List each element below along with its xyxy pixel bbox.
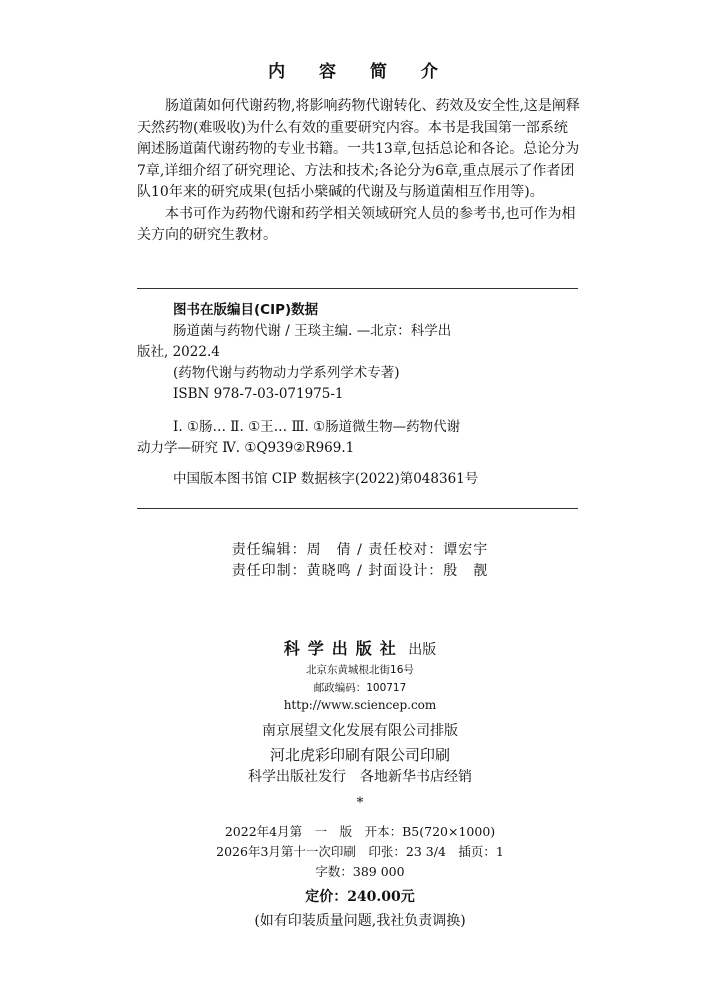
staff-line: 责任编辑：周 倩 / 责任校对：谭宏宇 <box>231 542 489 558</box>
printing-line: 河北虎彩印刷有限公司印刷 <box>269 746 450 764</box>
cip-line: ISBN 978-7-03-071975-1 <box>173 386 344 402</box>
summary-line: 7章,详细介绍了研究理论、方法和技术;各论分为6章,重点展示了作者团 <box>137 162 575 179</box>
publisher-line <box>0 636 720 659</box>
summary-line: 队10年来的研究成果(包括小檗碱的代谢及与肠道菌相互作用等)。 <box>137 184 544 200</box>
publisher-suffix: 出版 <box>408 642 437 658</box>
summary-line: 关方向的研究生教材。 <box>137 227 277 243</box>
typesetting-line: 南京展望文化发展有限公司排版 <box>262 723 458 739</box>
cip-line: 动力学—研究 Ⅳ. ①Q939②R969.1 <box>137 440 355 456</box>
cip-line: Ⅰ. ①肠… Ⅱ. ①王… Ⅲ. ①肠道微生物—药物代谢 <box>173 419 461 435</box>
cip-line: (药物代谢与药物动力学系列学术专著) <box>173 365 400 381</box>
summary-text <box>137 96 607 247</box>
staff-line: 责任印制：黄晓鸣 / 封面设计：殷 靓 <box>231 563 489 579</box>
quality-note: (如有印装质量问题,我社负责调换) <box>254 913 466 929</box>
price: 定价：240.00元 <box>305 889 415 905</box>
cip-line: 版社, 2022.4 <box>137 344 220 360</box>
cip-block <box>137 300 607 490</box>
spec-line: 2022年4月第 一 版 开本：B5(720×1000) <box>224 824 496 839</box>
publisher-address: 北京东黄城根北街16号 <box>306 664 414 676</box>
cip-line: 中国版本图书馆 CIP 数据核字(2022)第048361号 <box>173 471 479 487</box>
staff-credits <box>0 540 720 582</box>
summary-line: 天然药物(难吸收)为什么有效的重要研究内容。本书是我国第一部系统 <box>137 119 568 136</box>
spec-line: 字数：389 000 <box>315 864 405 879</box>
separator-star: * <box>356 795 364 811</box>
publisher-logo: 科学出版社 <box>283 639 404 658</box>
specs-block <box>0 822 720 882</box>
publisher-website: http://www.sciencep.com <box>283 698 437 712</box>
distribution-line: 科学出版社发行 各地新华书店经销 <box>248 769 472 785</box>
publisher-postcode: 邮政编码：100717 <box>313 682 407 694</box>
spec-line: 2026年3月第十一次印刷 印张：23 3/4 插页：1 <box>216 844 504 859</box>
summary-line: 肠道菌如何代谢药物,将影响药物代谢转化、药效及安全性,这是阐释 <box>165 98 580 114</box>
summary-line: 本书可作为药物代谢和药学相关领域研究人员的参考书,也可作为相 <box>165 205 576 222</box>
divider-bottom <box>137 508 578 509</box>
cip-heading: 图书在版编目(CIP)数据 <box>173 302 319 318</box>
summary-title: 内 容 简 介 <box>268 62 452 82</box>
divider-top <box>137 288 578 289</box>
cip-line: 肠道菌与药物代谢 / 王琰主编. —北京：科学出 <box>173 323 452 339</box>
summary-line: 阐述肠道菌代谢药物的专业书籍。一共13章,包括总论和各论。总论分为 <box>137 141 580 157</box>
